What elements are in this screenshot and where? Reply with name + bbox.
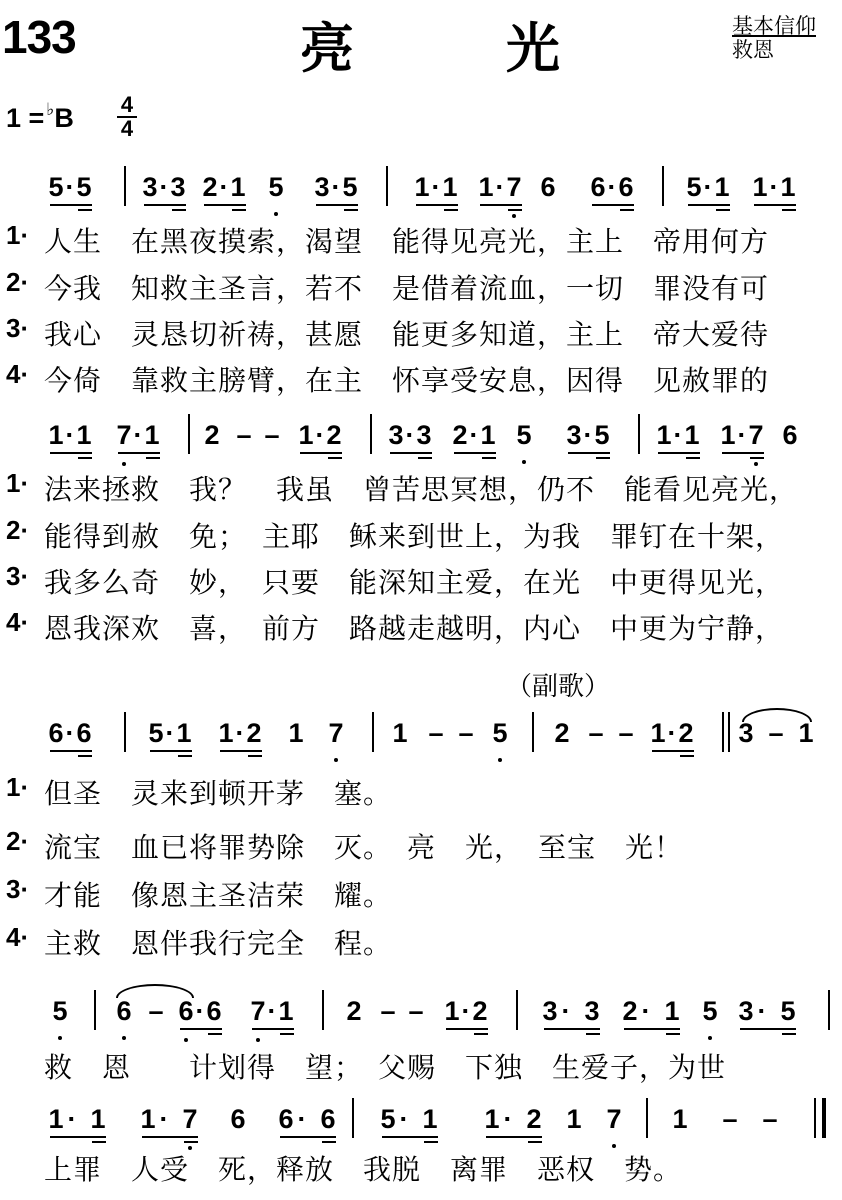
key-prefix: 1 = [6, 103, 45, 133]
chorus-label: （副歌） [506, 672, 611, 702]
category-sub-text: 救恩 [732, 38, 774, 62]
category-label [732, 14, 832, 62]
category-sub [732, 38, 832, 62]
time-bottom: 4 [117, 116, 137, 140]
category-main: 基本信仰 [732, 14, 816, 38]
flat-icon: ♭ [46, 100, 55, 119]
time-top: 4 [120, 92, 134, 117]
hymn-number: 133 [2, 11, 76, 63]
notation-row-5: 1 · 1 1 · 7 6 6 · 6 5 · 1 1 · 2 1 7 1 – – [0, 1104, 842, 1160]
notation-row-3: 6 · 6 5 · 1 1 · 2 1 7 1 – – 5 2 – – 1 · 2 3 – 1 [0, 718, 842, 774]
title-char-2: 光 [506, 17, 560, 80]
hymn-title [300, 6, 560, 83]
notation-row-4: 5 6 – 6 · 6 7 · 1 2 – – 1 · 2 3 · 3 2 · 1 5 3 · 5 [0, 996, 842, 1052]
time-signature [117, 94, 137, 140]
notation-row-1: 5 · 5 3 · 3 2 · 1 5 3 · 5 1 · 1 1 · 7 6 6 · 6 5 · 1 1 · 1 [0, 172, 842, 228]
key-signature [6, 100, 74, 134]
title-char-1: 亮 [300, 17, 354, 80]
key-note: B [54, 103, 74, 133]
notation-row-2: 1 · 1 7 · 1 2 – – 1 · 2 3 · 3 2 · 1 5 3 · 5 1 · 1 1 · 7 6 [0, 420, 842, 476]
